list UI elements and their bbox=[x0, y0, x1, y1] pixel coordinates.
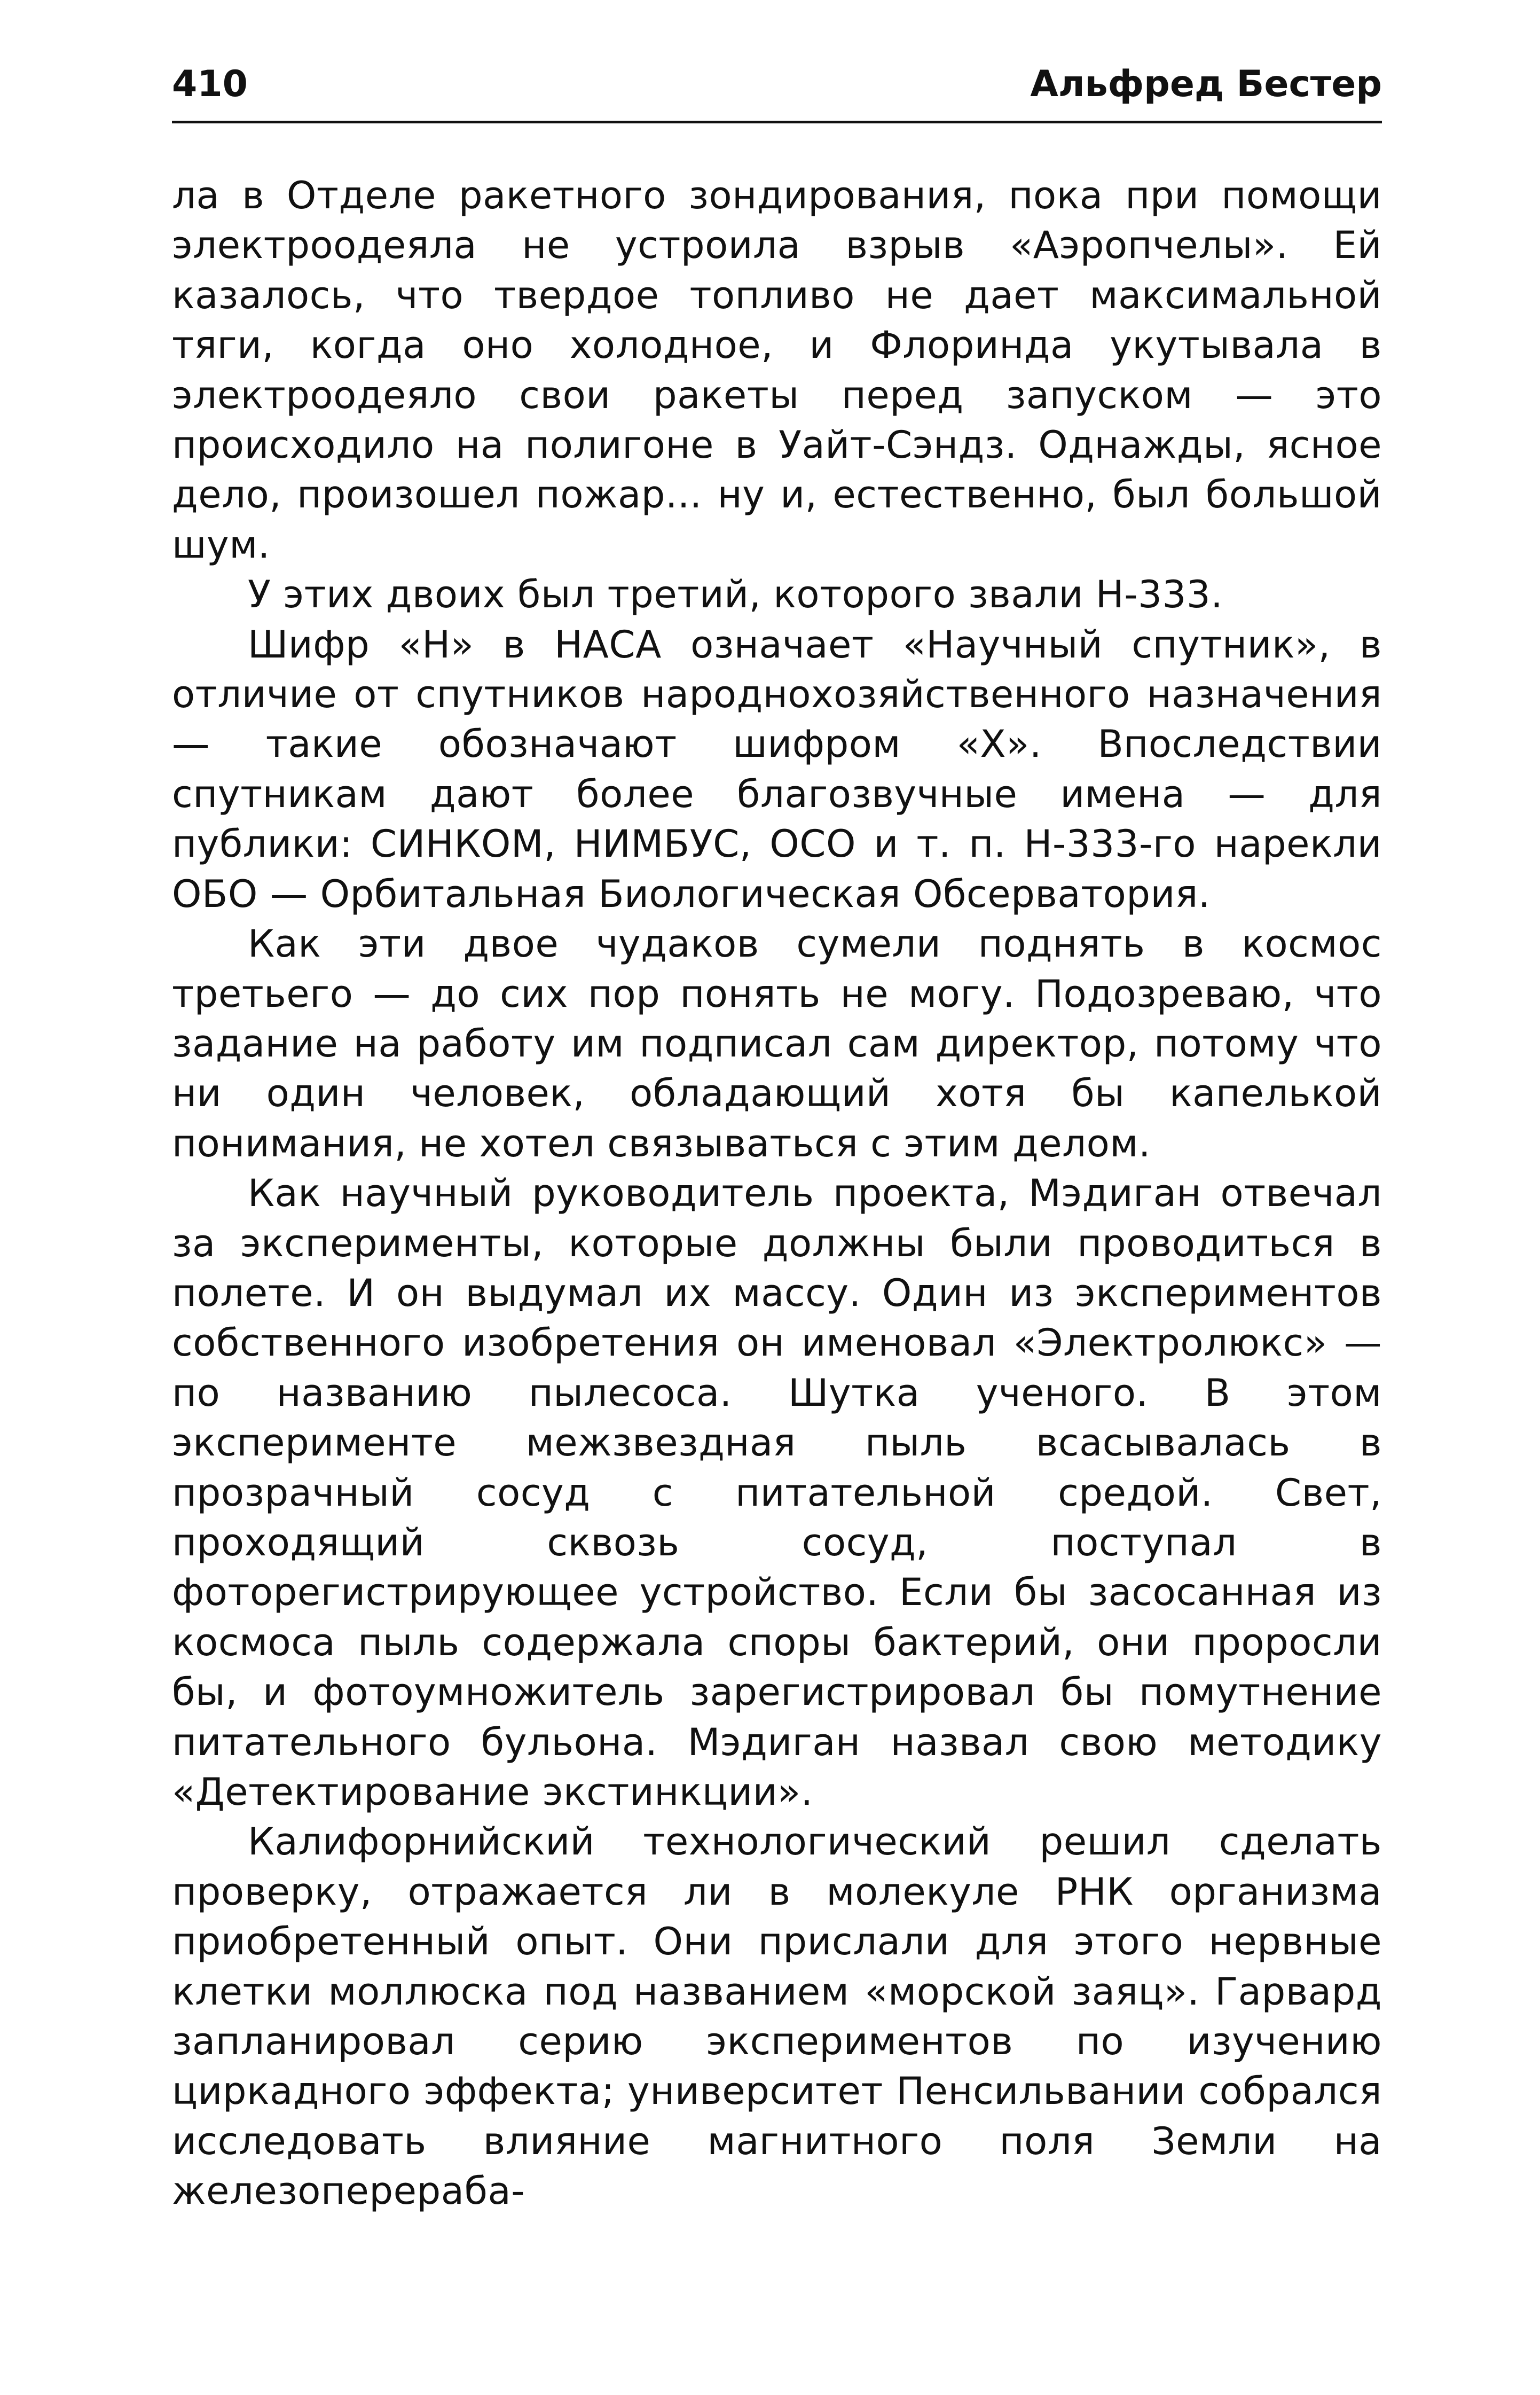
paragraph-5: Как научный руководитель проекта, Мэдиган отвечал за эксперименты, которые должны были проводиться в полете. И он выдумал их массу. Один из экспериментов собственного изобретения он именовал «Электролюкс» — по названию пылесоса. Шутка ученого. В этом эксперименте межзвездная пыль всасывалась в прозрачный сосуд с питательной средой. Свет, проходящий сквозь сосуд, поступал в фоторегистрирующее устройство. Если бы засосанная из космоса пыль содержала споры бактерий, они проросли бы, и фотоумножитель зарегистрировал бы помутнение питательного бульона. Мэдиган назвал свою методику «Детектирование экстинкции». bbox=[172, 1171, 1382, 1814]
running-head-author: Альфред Бестер bbox=[1030, 63, 1382, 105]
paragraph-6: Калифорнийский технологический решил сделать проверку, отражается ли в молекуле РНК организма приобретенный опыт. Они прислали для этого нервные клетки моллюска под названием «морской заяц». Гарвард запланировал серию экспериментов по изучению циркадного эффекта; университет Пенсильвании собрался исследовать влияние магнитного поля Земли на железоперераба- bbox=[172, 1820, 1382, 2213]
paragraph-4: Как эти двое чудаков сумели поднять в космос третьего — до сих пор понять не могу. Подозреваю, что задание на работу им подписал сам директор, потому что ни один человек, обладающий хотя бы капелькой понимания, не хотел связываться с этим делом. bbox=[172, 922, 1382, 1165]
page-number: 410 bbox=[172, 63, 248, 105]
body-text bbox=[172, 171, 1382, 2217]
paragraph-2: У этих двоих был третий, которого звали Н-333. bbox=[248, 573, 1223, 617]
page-header bbox=[172, 58, 1382, 116]
header-rule bbox=[172, 121, 1382, 123]
paragraph-3: Шифр «Н» в НАСА означает «Научный спутник», в отличие от спутников народнохозяйственного назначения — такие обозначают шифром «X». Впоследствии спутникам дают более благозвучные имена — для публики: СИНКОМ, НИМБУС, ОСО и т. п. Н-333-го нарекли ОБО — Орбитальная Биологическая Обсерватория. bbox=[172, 622, 1382, 916]
paragraph-1: ла в Отделе ракетного зондирования, пока при помощи электроодеяла не устроила взрыв «Аэропчелы». Ей казалось, что твердое топливо не дает максимальной тяги, когда оно холодное, и Флоринда укутывала в электроодеяло свои ракеты перед запуском — это происходило на полигоне в Уайт-Сэндз. Однажды, ясное дело, произошел пожар... ну и, естественно, был большой шум. bbox=[172, 174, 1382, 567]
